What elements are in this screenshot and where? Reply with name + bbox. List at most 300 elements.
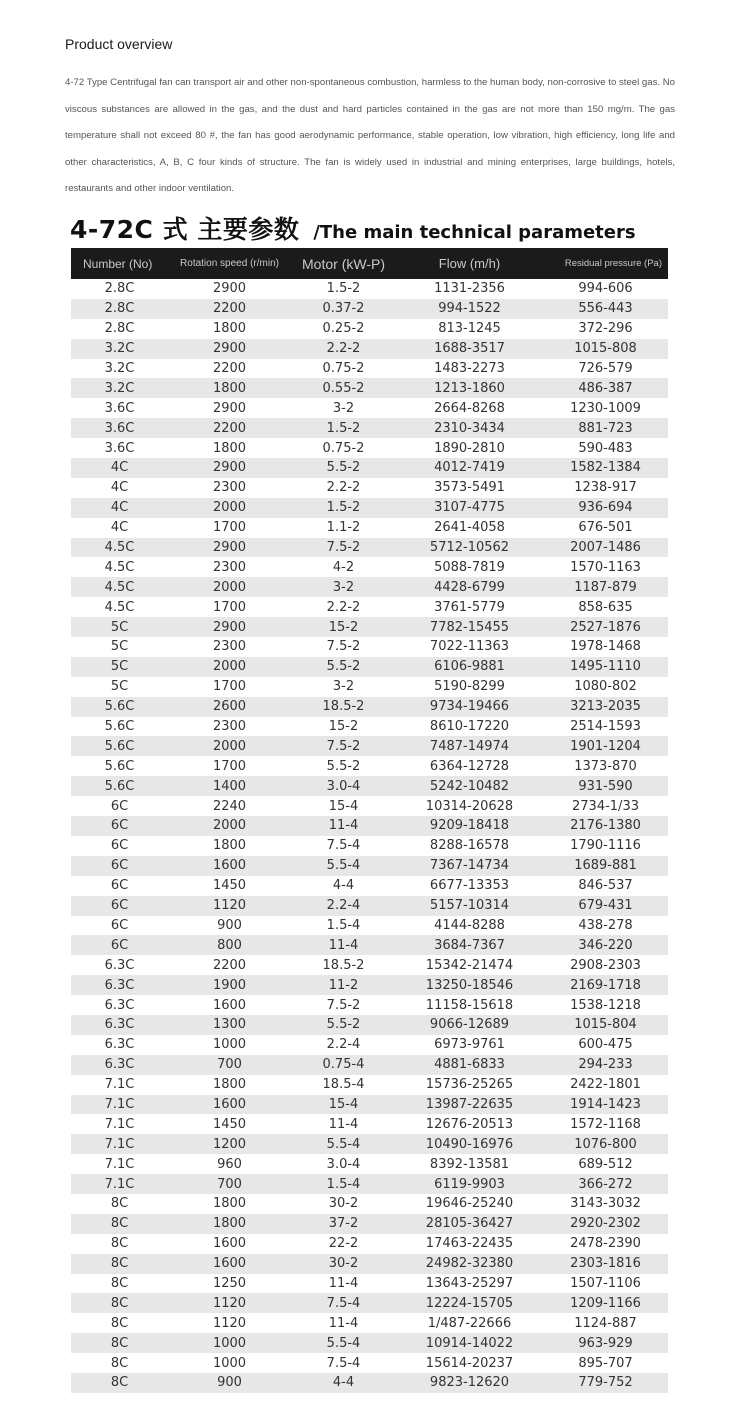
cell-residual-pressure: 895-707 bbox=[543, 1353, 668, 1373]
cell-motor: 22-2 bbox=[291, 1234, 396, 1254]
cell-flow: 1213-1860 bbox=[396, 378, 543, 398]
cell-rotation-speed: 1250 bbox=[168, 1274, 291, 1294]
cell-motor: 15-4 bbox=[291, 796, 396, 816]
cell-residual-pressure: 1507-1106 bbox=[543, 1274, 668, 1294]
cell-number: 8C bbox=[71, 1234, 168, 1254]
cell-number: 5.6C bbox=[71, 756, 168, 776]
cell-rotation-speed: 1000 bbox=[168, 1035, 291, 1055]
cell-motor: 11-4 bbox=[291, 1114, 396, 1134]
cell-number: 6C bbox=[71, 856, 168, 876]
cell-residual-pressure: 1790-1116 bbox=[543, 836, 668, 856]
cell-number: 5C bbox=[71, 657, 168, 677]
cell-rotation-speed: 2300 bbox=[168, 637, 291, 657]
cell-flow: 10314-20628 bbox=[396, 796, 543, 816]
cell-number: 5C bbox=[71, 637, 168, 657]
header-number: Number (No) bbox=[71, 248, 168, 279]
cell-motor: 0.75-2 bbox=[291, 438, 396, 458]
cell-flow: 994-1522 bbox=[396, 299, 543, 319]
cell-rotation-speed: 2900 bbox=[168, 458, 291, 478]
cell-residual-pressure: 1914-1423 bbox=[543, 1095, 668, 1115]
table-row bbox=[71, 677, 668, 697]
cell-number: 3.6C bbox=[71, 438, 168, 458]
cell-number: 6C bbox=[71, 935, 168, 955]
cell-rotation-speed: 1000 bbox=[168, 1353, 291, 1373]
table-row bbox=[71, 836, 668, 856]
cell-motor: 1.1-2 bbox=[291, 518, 396, 538]
cell-number: 6C bbox=[71, 876, 168, 896]
cell-residual-pressure: 1538-1218 bbox=[543, 995, 668, 1015]
cell-residual-pressure: 1572-1168 bbox=[543, 1114, 668, 1134]
cell-motor: 18.5-2 bbox=[291, 697, 396, 717]
cell-rotation-speed: 1800 bbox=[168, 1075, 291, 1095]
cell-motor: 7.5-2 bbox=[291, 995, 396, 1015]
cell-number: 6.3C bbox=[71, 1035, 168, 1055]
cell-number: 3.6C bbox=[71, 418, 168, 438]
cell-number: 4C bbox=[71, 478, 168, 498]
cell-flow: 7367-14734 bbox=[396, 856, 543, 876]
heading-sub: /The main technical parameters bbox=[313, 222, 636, 243]
cell-rotation-speed: 1600 bbox=[168, 856, 291, 876]
cell-motor: 7.5-2 bbox=[291, 736, 396, 756]
table-row bbox=[71, 1055, 668, 1075]
table-row bbox=[71, 1154, 668, 1174]
cell-motor: 4-4 bbox=[291, 1373, 396, 1393]
table-row bbox=[71, 896, 668, 916]
cell-flow: 12676-20513 bbox=[396, 1114, 543, 1134]
table-row bbox=[71, 796, 668, 816]
cell-flow: 3684-7367 bbox=[396, 935, 543, 955]
cell-motor: 5.5-2 bbox=[291, 657, 396, 677]
cell-residual-pressure: 858-635 bbox=[543, 597, 668, 617]
cell-flow: 6364-12728 bbox=[396, 756, 543, 776]
cell-motor: 11-4 bbox=[291, 1274, 396, 1294]
table-row bbox=[71, 856, 668, 876]
cell-motor: 5.5-4 bbox=[291, 856, 396, 876]
cell-rotation-speed: 900 bbox=[168, 1373, 291, 1393]
cell-flow: 7022-11363 bbox=[396, 637, 543, 657]
cell-flow: 5712-10562 bbox=[396, 538, 543, 558]
cell-motor: 5.5-2 bbox=[291, 458, 396, 478]
cell-rotation-speed: 1700 bbox=[168, 756, 291, 776]
cell-residual-pressure: 1373-870 bbox=[543, 756, 668, 776]
cell-flow: 813-1245 bbox=[396, 319, 543, 339]
table-row bbox=[71, 1194, 668, 1214]
cell-number: 2.8C bbox=[71, 319, 168, 339]
parameters-heading bbox=[70, 210, 636, 246]
cell-flow: 1131-2356 bbox=[396, 279, 543, 299]
cell-number: 8C bbox=[71, 1194, 168, 1214]
cell-number: 2.8C bbox=[71, 279, 168, 299]
cell-motor: 7.5-4 bbox=[291, 836, 396, 856]
table-row bbox=[71, 1234, 668, 1254]
cell-motor: 11-4 bbox=[291, 816, 396, 836]
cell-rotation-speed: 2000 bbox=[168, 498, 291, 518]
cell-flow: 4881-6833 bbox=[396, 1055, 543, 1075]
cell-number: 5.6C bbox=[71, 776, 168, 796]
cell-flow: 8288-16578 bbox=[396, 836, 543, 856]
cell-rotation-speed: 2900 bbox=[168, 279, 291, 299]
cell-rotation-speed: 1120 bbox=[168, 1293, 291, 1313]
cell-motor: 0.37-2 bbox=[291, 299, 396, 319]
table-row bbox=[71, 1114, 668, 1134]
cell-number: 8C bbox=[71, 1254, 168, 1274]
parameters-table-wrap bbox=[71, 248, 668, 1393]
cell-motor: 1.5-2 bbox=[291, 418, 396, 438]
cell-rotation-speed: 1700 bbox=[168, 597, 291, 617]
cell-motor: 5.5-2 bbox=[291, 756, 396, 776]
cell-residual-pressure: 1015-808 bbox=[543, 339, 668, 359]
cell-residual-pressure: 2920-2302 bbox=[543, 1214, 668, 1234]
cell-motor: 3-2 bbox=[291, 677, 396, 697]
table-row bbox=[71, 299, 668, 319]
cell-residual-pressure: 1495-1110 bbox=[543, 657, 668, 677]
cell-flow: 6677-13353 bbox=[396, 876, 543, 896]
cell-rotation-speed: 2200 bbox=[168, 359, 291, 379]
cell-motor: 0.55-2 bbox=[291, 378, 396, 398]
cell-number: 5C bbox=[71, 677, 168, 697]
cell-flow: 10914-14022 bbox=[396, 1333, 543, 1353]
cell-residual-pressure: 963-929 bbox=[543, 1333, 668, 1353]
cell-flow: 9209-18418 bbox=[396, 816, 543, 836]
cell-rotation-speed: 1800 bbox=[168, 836, 291, 856]
table-row bbox=[71, 617, 668, 637]
table-row bbox=[71, 438, 668, 458]
cell-flow: 5157-10314 bbox=[396, 896, 543, 916]
cell-rotation-speed: 1800 bbox=[168, 1194, 291, 1214]
cell-flow: 1/487-22666 bbox=[396, 1313, 543, 1333]
cell-motor: 3.0-4 bbox=[291, 776, 396, 796]
cell-residual-pressure: 1209-1166 bbox=[543, 1293, 668, 1313]
cell-residual-pressure: 1187-879 bbox=[543, 577, 668, 597]
cell-number: 8C bbox=[71, 1214, 168, 1234]
table-body bbox=[71, 279, 668, 1393]
cell-number: 6C bbox=[71, 916, 168, 936]
cell-residual-pressure: 366-272 bbox=[543, 1174, 668, 1194]
cell-number: 8C bbox=[71, 1333, 168, 1353]
cell-rotation-speed: 700 bbox=[168, 1174, 291, 1194]
cell-rotation-speed: 1600 bbox=[168, 995, 291, 1015]
table-row bbox=[71, 736, 668, 756]
cell-residual-pressure: 1230-1009 bbox=[543, 398, 668, 418]
cell-rotation-speed: 1700 bbox=[168, 677, 291, 697]
cell-motor: 15-2 bbox=[291, 617, 396, 637]
cell-flow: 17463-22435 bbox=[396, 1234, 543, 1254]
cell-rotation-speed: 1800 bbox=[168, 319, 291, 339]
table-row bbox=[71, 339, 668, 359]
table-row bbox=[71, 637, 668, 657]
cell-number: 6C bbox=[71, 816, 168, 836]
cell-residual-pressure: 2176-1380 bbox=[543, 816, 668, 836]
cell-motor: 2.2-4 bbox=[291, 1035, 396, 1055]
cell-number: 3.2C bbox=[71, 378, 168, 398]
table-row bbox=[71, 1095, 668, 1115]
table-row bbox=[71, 378, 668, 398]
cell-residual-pressure: 881-723 bbox=[543, 418, 668, 438]
cell-residual-pressure: 2514-1593 bbox=[543, 717, 668, 737]
cell-number: 6.3C bbox=[71, 955, 168, 975]
table-row bbox=[71, 1373, 668, 1393]
cell-number: 3.2C bbox=[71, 359, 168, 379]
cell-residual-pressure: 1124-887 bbox=[543, 1313, 668, 1333]
table-row bbox=[71, 697, 668, 717]
overview-title: Product overview bbox=[65, 36, 173, 52]
cell-residual-pressure: 600-475 bbox=[543, 1035, 668, 1055]
table-row bbox=[71, 776, 668, 796]
cell-residual-pressure: 1076-800 bbox=[543, 1134, 668, 1154]
cell-motor: 0.75-4 bbox=[291, 1055, 396, 1075]
table-row bbox=[71, 458, 668, 478]
cell-number: 7.1C bbox=[71, 1114, 168, 1134]
overview-text: 4-72 Type Centrifugal fan can transport air and other non-spontaneous combustion, harmless to the human body, non-corrosive to steel gas. No viscous substances are allowed in the gas, and the dust and hard particles contained in the gas are not more than 150 mg/m. The gas temperature shall not exceed 80 #, the fan has good aerodynamic performance, stable operation, low vibration, high efficiency, long life and other characteristics, A, B, C four kinds of structure. The fan is widely used in industrial and mining enterprises, large buildings, hotels, restaurants and other indoor ventilation. bbox=[65, 77, 675, 194]
cell-residual-pressure: 1238-917 bbox=[543, 478, 668, 498]
cell-residual-pressure: 2734-1/33 bbox=[543, 796, 668, 816]
cell-number: 2.8C bbox=[71, 299, 168, 319]
header-flow: Flow (m/h) bbox=[396, 248, 543, 279]
cell-motor: 1.5-4 bbox=[291, 1174, 396, 1194]
cell-flow: 13987-22635 bbox=[396, 1095, 543, 1115]
cell-rotation-speed: 2900 bbox=[168, 617, 291, 637]
table-row bbox=[71, 1254, 668, 1274]
table-row bbox=[71, 538, 668, 558]
cell-number: 6.3C bbox=[71, 995, 168, 1015]
cell-rotation-speed: 1400 bbox=[168, 776, 291, 796]
cell-number: 6C bbox=[71, 836, 168, 856]
cell-flow: 28105-36427 bbox=[396, 1214, 543, 1234]
cell-number: 8C bbox=[71, 1274, 168, 1294]
cell-residual-pressure: 3143-3032 bbox=[543, 1194, 668, 1214]
cell-flow: 4012-7419 bbox=[396, 458, 543, 478]
cell-flow: 9734-19466 bbox=[396, 697, 543, 717]
cell-number: 4C bbox=[71, 518, 168, 538]
cell-rotation-speed: 900 bbox=[168, 916, 291, 936]
cell-flow: 19646-25240 bbox=[396, 1194, 543, 1214]
cell-rotation-speed: 1600 bbox=[168, 1234, 291, 1254]
cell-residual-pressure: 931-590 bbox=[543, 776, 668, 796]
cell-motor: 7.5-2 bbox=[291, 637, 396, 657]
cell-motor: 15-4 bbox=[291, 1095, 396, 1115]
table-row bbox=[71, 1174, 668, 1194]
cell-number: 8C bbox=[71, 1373, 168, 1393]
cell-motor: 7.5-2 bbox=[291, 538, 396, 558]
cell-rotation-speed: 2300 bbox=[168, 717, 291, 737]
cell-flow: 13643-25297 bbox=[396, 1274, 543, 1294]
cell-number: 4.5C bbox=[71, 557, 168, 577]
table-row bbox=[71, 1274, 668, 1294]
cell-number: 7.1C bbox=[71, 1134, 168, 1154]
cell-residual-pressure: 1901-1204 bbox=[543, 736, 668, 756]
header-motor: Motor (kW-P) bbox=[291, 248, 396, 279]
cell-number: 5.6C bbox=[71, 736, 168, 756]
cell-number: 6.3C bbox=[71, 975, 168, 995]
cell-motor: 18.5-4 bbox=[291, 1075, 396, 1095]
cell-flow: 2641-4058 bbox=[396, 518, 543, 538]
cell-rotation-speed: 1600 bbox=[168, 1254, 291, 1274]
cell-number: 6.3C bbox=[71, 1055, 168, 1075]
table-row bbox=[71, 577, 668, 597]
cell-motor: 18.5-2 bbox=[291, 955, 396, 975]
cell-motor: 5.5-4 bbox=[291, 1134, 396, 1154]
cell-rotation-speed: 1900 bbox=[168, 975, 291, 995]
cell-number: 5.6C bbox=[71, 717, 168, 737]
cell-motor: 7.5-4 bbox=[291, 1353, 396, 1373]
cell-rotation-speed: 960 bbox=[168, 1154, 291, 1174]
cell-flow: 1483-2273 bbox=[396, 359, 543, 379]
cell-motor: 37-2 bbox=[291, 1214, 396, 1234]
cell-residual-pressure: 294-233 bbox=[543, 1055, 668, 1075]
cell-flow: 5190-8299 bbox=[396, 677, 543, 697]
table-row bbox=[71, 398, 668, 418]
cell-residual-pressure: 994-606 bbox=[543, 279, 668, 299]
cell-motor: 2.2-4 bbox=[291, 896, 396, 916]
table-row bbox=[71, 1015, 668, 1035]
table-row bbox=[71, 916, 668, 936]
cell-residual-pressure: 346-220 bbox=[543, 935, 668, 955]
cell-rotation-speed: 2000 bbox=[168, 577, 291, 597]
cell-rotation-speed: 1600 bbox=[168, 1095, 291, 1115]
cell-number: 4.5C bbox=[71, 577, 168, 597]
cell-flow: 7782-15455 bbox=[396, 617, 543, 637]
cell-residual-pressure: 372-296 bbox=[543, 319, 668, 339]
cell-number: 4C bbox=[71, 498, 168, 518]
cell-number: 4.5C bbox=[71, 538, 168, 558]
cell-motor: 3.0-4 bbox=[291, 1154, 396, 1174]
cell-motor: 30-2 bbox=[291, 1254, 396, 1274]
table-row bbox=[71, 756, 668, 776]
cell-flow: 8610-17220 bbox=[396, 717, 543, 737]
cell-flow: 3573-5491 bbox=[396, 478, 543, 498]
cell-flow: 5088-7819 bbox=[396, 557, 543, 577]
table-row bbox=[71, 498, 668, 518]
cell-residual-pressure: 1689-881 bbox=[543, 856, 668, 876]
table-row bbox=[71, 418, 668, 438]
header-row bbox=[71, 248, 668, 279]
cell-number: 8C bbox=[71, 1313, 168, 1333]
cell-motor: 1.5-4 bbox=[291, 916, 396, 936]
cell-number: 3.6C bbox=[71, 398, 168, 418]
cell-residual-pressure: 936-694 bbox=[543, 498, 668, 518]
cell-rotation-speed: 2200 bbox=[168, 418, 291, 438]
cell-motor: 1.5-2 bbox=[291, 279, 396, 299]
cell-motor: 2.2-2 bbox=[291, 339, 396, 359]
cell-number: 5C bbox=[71, 617, 168, 637]
table-row bbox=[71, 657, 668, 677]
cell-flow: 6119-9903 bbox=[396, 1174, 543, 1194]
table-row bbox=[71, 1035, 668, 1055]
cell-residual-pressure: 2527-1876 bbox=[543, 617, 668, 637]
parameters-table bbox=[71, 248, 668, 1393]
cell-motor: 7.5-4 bbox=[291, 1293, 396, 1313]
cell-flow: 4428-6799 bbox=[396, 577, 543, 597]
cell-flow: 10490-16976 bbox=[396, 1134, 543, 1154]
cell-rotation-speed: 2900 bbox=[168, 538, 291, 558]
table-row bbox=[71, 1214, 668, 1234]
table-row bbox=[71, 1353, 668, 1373]
cell-flow: 12224-15705 bbox=[396, 1293, 543, 1313]
cell-flow: 1890-2810 bbox=[396, 438, 543, 458]
cell-number: 8C bbox=[71, 1353, 168, 1373]
cell-number: 4C bbox=[71, 458, 168, 478]
table-row bbox=[71, 876, 668, 896]
table-row bbox=[71, 955, 668, 975]
cell-rotation-speed: 1800 bbox=[168, 378, 291, 398]
cell-flow: 3761-5779 bbox=[396, 597, 543, 617]
cell-motor: 15-2 bbox=[291, 717, 396, 737]
cell-rotation-speed: 2240 bbox=[168, 796, 291, 816]
cell-rotation-speed: 1800 bbox=[168, 438, 291, 458]
cell-number: 7.1C bbox=[71, 1174, 168, 1194]
cell-residual-pressure: 2908-2303 bbox=[543, 955, 668, 975]
table-row bbox=[71, 557, 668, 577]
cell-rotation-speed: 1120 bbox=[168, 1313, 291, 1333]
cell-flow: 15342-21474 bbox=[396, 955, 543, 975]
cell-motor: 30-2 bbox=[291, 1194, 396, 1214]
table-header bbox=[71, 248, 668, 279]
cell-flow: 4144-8288 bbox=[396, 916, 543, 936]
table-row bbox=[71, 975, 668, 995]
cell-residual-pressure: 1570-1163 bbox=[543, 557, 668, 577]
cell-rotation-speed: 1700 bbox=[168, 518, 291, 538]
cell-rotation-speed: 2300 bbox=[168, 557, 291, 577]
table-row bbox=[71, 518, 668, 538]
header-rotation-speed: Rotation speed (r/min) bbox=[168, 248, 291, 279]
cell-flow: 13250-18546 bbox=[396, 975, 543, 995]
cell-flow: 9823-12620 bbox=[396, 1373, 543, 1393]
cell-flow: 2310-3434 bbox=[396, 418, 543, 438]
cell-motor: 4-4 bbox=[291, 876, 396, 896]
cell-residual-pressure: 2169-1718 bbox=[543, 975, 668, 995]
cell-residual-pressure: 2303-1816 bbox=[543, 1254, 668, 1274]
table-row bbox=[71, 319, 668, 339]
cell-residual-pressure: 676-501 bbox=[543, 518, 668, 538]
cell-residual-pressure: 679-431 bbox=[543, 896, 668, 916]
cell-flow: 11158-15618 bbox=[396, 995, 543, 1015]
table-row bbox=[71, 717, 668, 737]
cell-rotation-speed: 1800 bbox=[168, 1214, 291, 1234]
cell-flow: 5242-10482 bbox=[396, 776, 543, 796]
cell-number: 4.5C bbox=[71, 597, 168, 617]
cell-rotation-speed: 2200 bbox=[168, 299, 291, 319]
table-row bbox=[71, 478, 668, 498]
cell-residual-pressure: 1015-804 bbox=[543, 1015, 668, 1035]
cell-number: 6.3C bbox=[71, 1015, 168, 1035]
cell-rotation-speed: 2200 bbox=[168, 955, 291, 975]
cell-motor: 0.25-2 bbox=[291, 319, 396, 339]
cell-rotation-speed: 2000 bbox=[168, 657, 291, 677]
cell-rotation-speed: 1450 bbox=[168, 1114, 291, 1134]
cell-residual-pressure: 2422-1801 bbox=[543, 1075, 668, 1095]
cell-flow: 15736-25265 bbox=[396, 1075, 543, 1095]
cell-flow: 8392-13581 bbox=[396, 1154, 543, 1174]
cell-motor: 11-4 bbox=[291, 1313, 396, 1333]
cell-motor: 2.2-2 bbox=[291, 478, 396, 498]
cell-rotation-speed: 1000 bbox=[168, 1333, 291, 1353]
cell-rotation-speed: 2000 bbox=[168, 736, 291, 756]
cell-residual-pressure: 779-752 bbox=[543, 1373, 668, 1393]
cell-rotation-speed: 2000 bbox=[168, 816, 291, 836]
table-row bbox=[71, 1134, 668, 1154]
cell-number: 7.1C bbox=[71, 1154, 168, 1174]
table-row bbox=[71, 995, 668, 1015]
cell-rotation-speed: 2900 bbox=[168, 398, 291, 418]
table-row bbox=[71, 1293, 668, 1313]
cell-rotation-speed: 1300 bbox=[168, 1015, 291, 1035]
table-row bbox=[71, 935, 668, 955]
cell-motor: 4-2 bbox=[291, 557, 396, 577]
cell-rotation-speed: 800 bbox=[168, 935, 291, 955]
cell-flow: 6106-9881 bbox=[396, 657, 543, 677]
cell-residual-pressure: 556-443 bbox=[543, 299, 668, 319]
cell-motor: 3-2 bbox=[291, 398, 396, 418]
